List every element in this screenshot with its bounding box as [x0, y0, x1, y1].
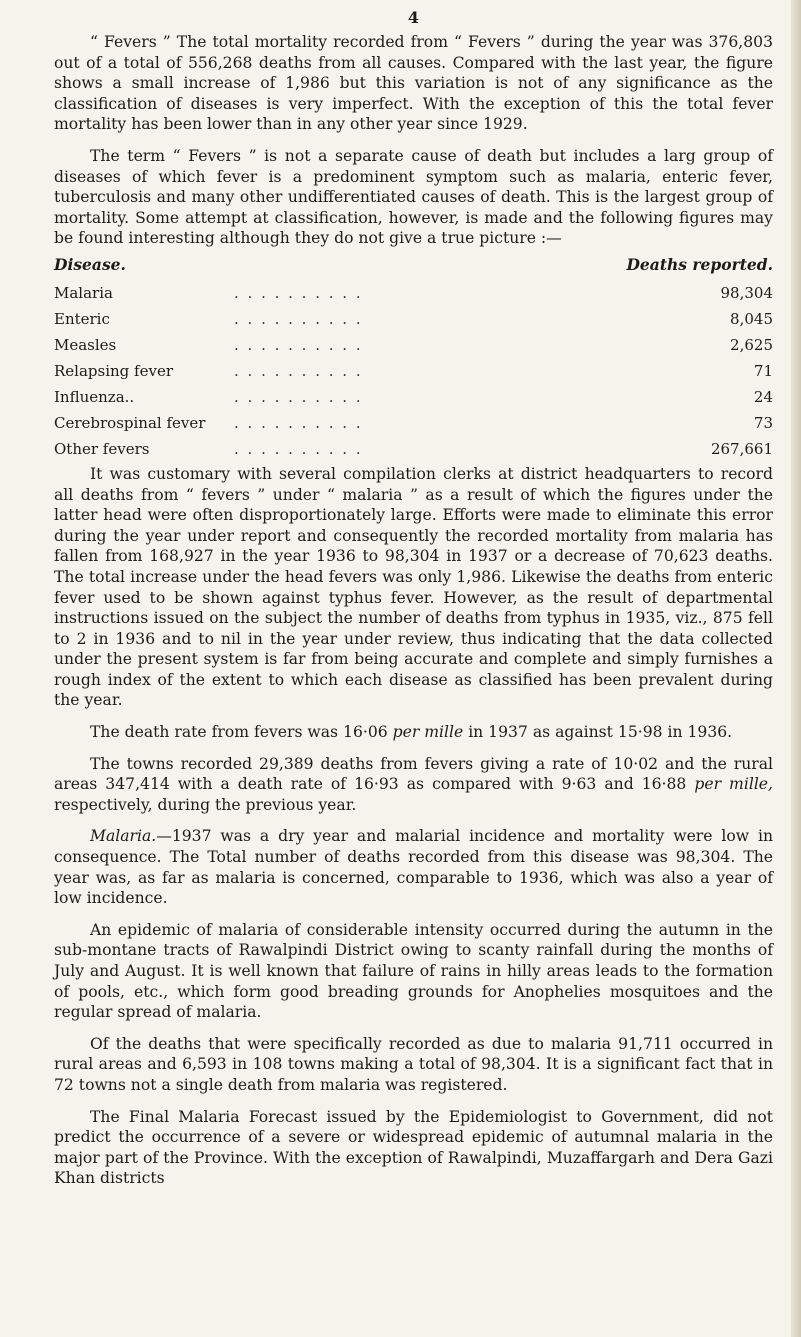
paragraph-towns: [54, 754, 773, 816]
disease-cell: Influenza..: [54, 387, 135, 406]
leader-dots: . . . . . . . . . .: [234, 309, 363, 328]
deaths-cell: 2,625: [730, 335, 773, 354]
deaths-cell: 98,304: [720, 283, 773, 302]
deaths-cell: 267,661: [710, 439, 773, 458]
leader-dots: . . . . . . . . . .: [234, 413, 363, 432]
disease-cell: Cerebrospinal fever: [54, 413, 206, 432]
leader-dots: . . . . . . . . . .: [234, 361, 363, 380]
disease-cell: Enteric: [54, 309, 110, 328]
death-rate-text-b: in 1937 as against 15·98 in 1936.: [463, 723, 733, 742]
table-row: [54, 384, 773, 410]
paragraph-fevers-intro: “ Fevers ” The total mortality recorded from “ Fevers ” during the year was 376,803 out of a total of 556,268 deaths from all causes. Compared with the last year, the figure shows a small increase of 1,986 but this variation is not of any significance as the classification of diseases is very imperfect. With the exception of this the total fever mortality has been lower than in any other year since 1929.: [54, 33, 773, 134]
table-row: [54, 280, 773, 306]
leader-dots: . . . . . . . . . .: [234, 387, 363, 406]
page-number: 4: [407, 8, 420, 27]
paragraph-term-fevers: The term “ Fevers ” is not a separate cause of death but includes a larg group of diseases of which fever is a predominent symptom such as malaria, enteric fever, tuberculosis and many other undifferentiated causes of death. This is the largest group of mortality. Some attempt at classification, however, is made and the following figures may be found interesting although they do not give a true picture :—: [54, 146, 773, 248]
disease-cell: Other fevers: [54, 439, 150, 458]
per-mille-label: per mille: [392, 723, 464, 742]
towns-text-a: The towns recorded 29,389 deaths from fevers giving a rate of 10·02 and the rural areas 347,414 with a death rate of 16·93 as compared with 9·63 and 16·88: [54, 754, 773, 794]
deaths-cell: 71: [753, 361, 773, 380]
table-row: [54, 358, 773, 384]
malaria-heading: Malaria.: [90, 827, 157, 846]
table-row: [54, 410, 773, 436]
table-header-row: [54, 255, 773, 280]
leader-dots: . . . . . . . . . .: [234, 283, 363, 302]
disease-cell: Malaria: [54, 283, 113, 302]
disease-cell: Measles: [54, 335, 117, 354]
column-header-deaths: Deaths reported.: [626, 254, 773, 274]
page-edge: [791, 0, 801, 1337]
paragraph-epidemic: An epidemic of malaria of considerable intensity occurred during the autumn in the sub-montane tracts of Rawalpindi District owing to scanty rainfall during the months of July and August. It is well known that failure of rains in hilly areas leads to the formation of pools, etc., which form good breading grounds for Anophelies mosquitoes and the regular spread of malaria.: [54, 920, 773, 1022]
deaths-table: [54, 255, 773, 462]
paragraph-malaria: [54, 826, 773, 908]
deaths-cell: 8,045: [730, 309, 773, 328]
malaria-body: —1937 was a dry year and malarial incidence and mortality were low in consequence. The Total number of deaths recorded from this disease was 98,304. The year was, as far as malaria is concerned, comparable to 1936, which was also a year of low incidence.: [54, 827, 773, 908]
paragraph-death-rate: [54, 722, 773, 743]
table-row: [54, 436, 773, 462]
leader-dots: . . . . . . . . . .: [234, 335, 363, 354]
disease-cell: Relapsing fever: [54, 361, 173, 380]
deaths-cell: 73: [753, 413, 773, 432]
death-rate-text-a: The death rate from fevers was 16·06: [90, 723, 393, 742]
leader-dots: . . . . . . . . . .: [234, 439, 363, 458]
table-row: [54, 332, 773, 358]
paragraph-specific-deaths: Of the deaths that were specifically recorded as due to malaria 91,711 occurred in rural areas and 6,593 in 108 towns making a total of 98,304. It is a significant fact that in 72 towns not a single death from malaria was registered.: [54, 1034, 773, 1094]
column-header-disease: Disease.: [54, 254, 126, 274]
paragraph-customary: It was customary with several compilation clerks at district headquarters to record all deaths from “ fevers ” under “ malaria ” as a result of which the figures under the latter head were often disproportionately large. Efforts were made to eliminate this error during the year under report and consequently the recorded mortality from malaria has fallen from 168,927 in the year 1936 to 98,304 in 1937 or a decrease of 70,623 deaths. The total increase under the head fevers was only 1,986. Likewise the deaths from enteric fever used to be shown against typhus fever. However, as the result of departmental instructions issued on the subject the number of deaths from typhus in 1935, viz., 875 fell to 2 in 1936 and to nil in the year under review, thus indicating that the data collected under the present system is far from being accurate and complete and simply furnishes a rough index of the extent to which each disease as classified has been prevalent during the year.: [54, 464, 773, 710]
per-mille-label: per mille,: [694, 775, 773, 794]
towns-text-b: respectively, during the previous year.: [54, 795, 357, 814]
table-row: [54, 306, 773, 332]
deaths-cell: 24: [753, 387, 773, 406]
paragraph-forecast: The Final Malaria Forecast issued by the Epidemiologist to Government, did not predict the occurrence of a severe or widespread epidemic of autumnal malaria in the major part of the Province. With the exception of Rawalpindi, Muzaffargarh and Dera Gazi Khan districts: [54, 1107, 773, 1188]
